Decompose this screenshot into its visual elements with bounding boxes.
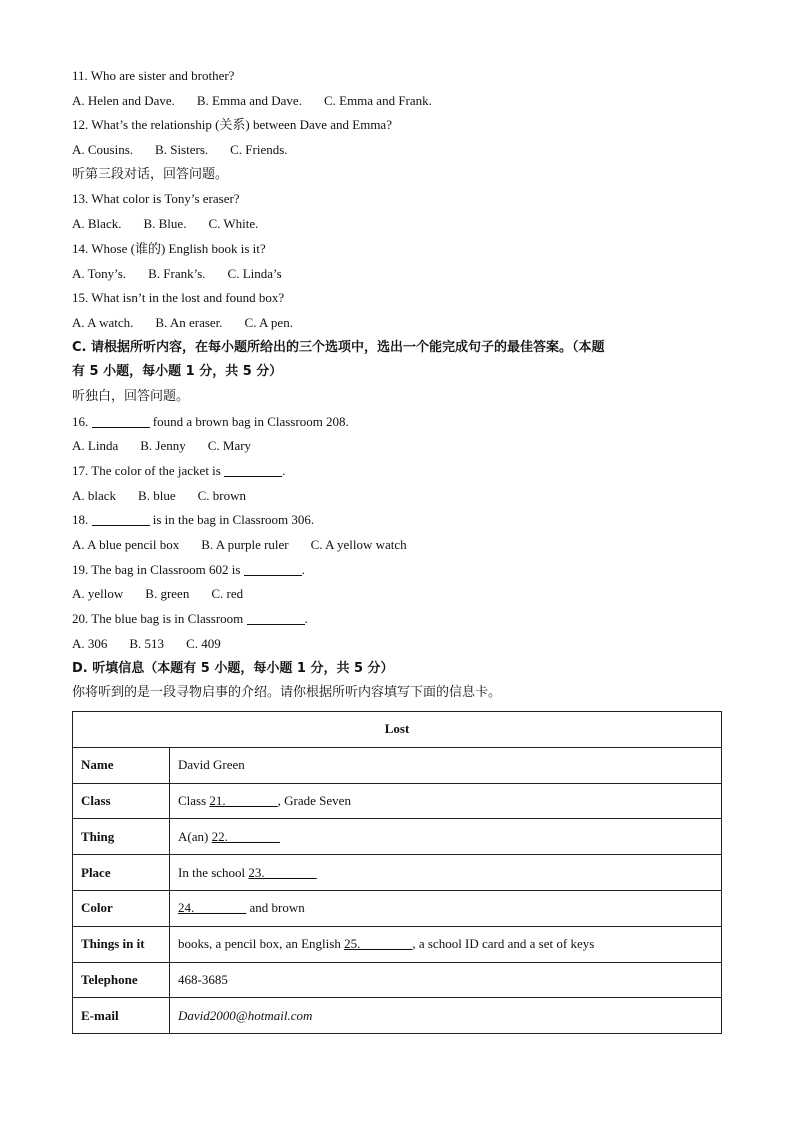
section-d-heading: D. 听填信息（本题有 5 小题，每小题 1 分，共 5 分） (72, 660, 394, 676)
value-text: Class (178, 792, 210, 808)
table-row (73, 890, 722, 926)
option-c: C. Mary (207, 438, 252, 454)
option-c: C. Linda’s (227, 265, 282, 281)
option-b: B. Jenny (140, 438, 186, 454)
answer-blank (224, 462, 282, 477)
options-14 (72, 262, 722, 287)
question-text: . (282, 463, 286, 479)
row-label: Thing (73, 819, 170, 855)
question-text: is in the bag in Classroom 306. (149, 512, 315, 528)
question-text: . (301, 561, 305, 577)
row-label: Color (73, 890, 170, 926)
row-label: Class (73, 783, 170, 819)
option-c: C. Emma and Frank. (323, 92, 432, 108)
question-15: 15. What isn’t in the lost and found box? (72, 290, 285, 306)
blank-23: 23.________ (248, 864, 317, 880)
options-18 (72, 533, 722, 558)
blank-22: 22.________ (211, 828, 280, 844)
value-text: In the school (178, 864, 249, 880)
option-a: A. Black. (72, 216, 122, 232)
answer-blank (92, 413, 150, 428)
section-c-heading-line2: 有 5 小题，每小题 1 分，共 5 分） (72, 364, 283, 380)
option-b: B. Sisters. (155, 142, 209, 158)
option-c: C. White. (208, 216, 259, 232)
option-a: A. black (72, 487, 117, 503)
answer-blank (244, 561, 302, 576)
question-11: 11. Who are sister and brother? (72, 68, 235, 83)
value-text: , a school ID card and a set of keys (412, 936, 595, 952)
section-c-heading (72, 336, 722, 385)
table-row (73, 998, 722, 1034)
row-value: 468-3685 (170, 962, 722, 998)
row-label: Telephone (73, 962, 170, 998)
table-row (73, 962, 722, 998)
instruction-dialogue-3: 听第三段对话，回答问题。 (72, 166, 229, 182)
row-value (170, 855, 722, 891)
instruction-section-d: 你将听到的是一段寻物启事的介绍。请你根据所听内容填写下面的信息卡。 (72, 685, 502, 701)
row-label: E-mail (73, 998, 170, 1034)
table-row (73, 747, 722, 783)
question-16 (72, 410, 722, 435)
row-value (170, 819, 722, 855)
option-c: C. A yellow watch (310, 537, 407, 553)
option-a: A. A blue pencil box (72, 537, 180, 553)
option-c: C. A pen. (244, 314, 293, 330)
table-row (73, 711, 722, 747)
answer-blank (92, 511, 150, 526)
row-label: Place (73, 855, 170, 891)
question-19 (72, 558, 722, 583)
question-20 (72, 607, 722, 632)
card-title: Lost (73, 711, 722, 747)
email-value: David2000@hotmail.com (170, 998, 722, 1034)
value-text: books, a pencil box, an English (178, 936, 345, 952)
option-a: A. yellow (72, 586, 124, 602)
row-label: Things in it (73, 926, 170, 962)
option-b: B. A purple ruler (201, 537, 289, 553)
question-text: found a brown bag in Classroom 208. (149, 413, 349, 429)
option-c: C. red (211, 586, 244, 602)
option-c: C. 409 (186, 635, 221, 651)
value-text: , Grade Seven (277, 792, 351, 808)
option-a: A. Cousins. (72, 142, 134, 158)
option-b: B. green (145, 586, 190, 602)
table-row (73, 855, 722, 891)
value-text: A(an) (178, 828, 212, 844)
row-value: David Green (170, 747, 722, 783)
options-15 (72, 311, 722, 336)
option-b: B. blue (138, 487, 176, 503)
blank-21: 21.________ (209, 792, 278, 808)
option-a: A. Tony’s. (72, 265, 127, 281)
question-14: 14. Whose (谁的) English book is it? (72, 240, 266, 256)
section-c-heading-line1: C. 请根据所听内容，在每小题所给出的三个选项中，选出一个能完成句子的最佳答案。（本题 (72, 339, 605, 355)
option-a: A. Linda (72, 438, 119, 454)
option-a: A. 306 (72, 635, 108, 651)
row-value (170, 890, 722, 926)
question-13: 13. What color is Tony’s eraser? (72, 191, 240, 207)
question-17 (72, 459, 722, 484)
options-11 (72, 89, 722, 114)
option-a: A. A watch. (72, 314, 134, 330)
row-label: Name (73, 747, 170, 783)
question-12: 12. What’s the relationship (关系) between Dave and Emma? (72, 117, 392, 133)
option-c: C. brown (197, 487, 246, 503)
lost-info-card (72, 711, 722, 1034)
row-value (170, 783, 722, 819)
question-text: . (304, 611, 308, 627)
options-17 (72, 484, 722, 509)
options-13 (72, 212, 722, 237)
option-b: B. 513 (129, 635, 165, 651)
question-text: 18. (72, 512, 92, 528)
worksheet-page (72, 64, 722, 1034)
options-16 (72, 434, 722, 459)
blank-24: 24.________ (178, 900, 247, 916)
answer-blank (247, 610, 305, 625)
table-row (73, 783, 722, 819)
question-text: 20. The blue bag is in Classroom (72, 611, 247, 627)
instruction-monologue: 听独白，回答问题。 (72, 388, 190, 404)
blank-25: 25.________ (344, 936, 413, 952)
option-b: B. An eraser. (155, 314, 223, 330)
value-text: and brown (246, 900, 305, 916)
options-20 (72, 632, 722, 657)
option-b: B. Emma and Dave. (196, 92, 302, 108)
option-b: B. Frank’s. (148, 265, 206, 281)
option-b: B. Blue. (143, 216, 187, 232)
question-text: 19. The bag in Classroom 602 is (72, 561, 244, 577)
question-text: 17. The color of the jacket is (72, 463, 225, 479)
table-row (73, 926, 722, 962)
row-value (170, 926, 722, 962)
option-a: A. Helen and Dave. (72, 92, 175, 108)
table-row (73, 819, 722, 855)
option-c: C. Friends. (230, 142, 288, 158)
options-19 (72, 582, 722, 607)
question-text: 16. (72, 413, 92, 429)
options-12 (72, 138, 722, 163)
question-18 (72, 508, 722, 533)
